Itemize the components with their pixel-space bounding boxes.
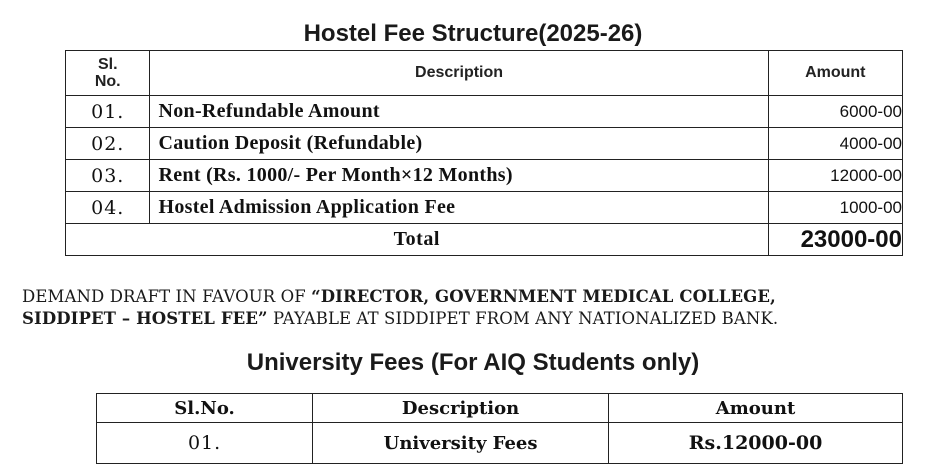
row-sl-no: 04. [66, 192, 150, 224]
demand-draft-instructions [22, 286, 942, 330]
table-row [97, 423, 903, 464]
row-amount: Rs.12000-00 [609, 423, 903, 464]
row-amount: 6000-00 [768, 96, 902, 128]
header-amount: Amount [609, 394, 903, 423]
table-row [66, 192, 903, 224]
table-row [66, 128, 903, 160]
dd-payee-line2: SIDDIPET – HOSTEL FEE” [22, 309, 268, 328]
table-header-row [66, 51, 903, 96]
row-description: Hostel Admission Application Fee [150, 192, 768, 224]
row-description: Rent (Rs. 1000/- Per Month×12 Months) [150, 160, 768, 192]
university-fee-table [96, 393, 903, 464]
row-amount: 4000-00 [768, 128, 902, 160]
table-header-row [97, 394, 903, 423]
dd-payee-line1: “DIRECTOR, GOVERNMENT MEDICAL COLLEGE, [311, 287, 776, 306]
table-row [66, 96, 903, 128]
university-fees-title: University Fees (For AIQ Students only) [246, 349, 700, 376]
header-sl-no: Sl.No. [97, 394, 313, 423]
hostel-fee-title: Hostel Fee Structure(2025-26) [303, 20, 643, 47]
dd-suffix: PAYABLE AT SIDDIPET FROM ANY NATIONALIZED BANK. [267, 309, 779, 328]
row-sl-no: 01. [66, 96, 150, 128]
row-sl-no: 03. [66, 160, 150, 192]
header-description: Description [150, 51, 768, 96]
total-label: Total [66, 224, 769, 256]
hostel-fee-table [65, 50, 903, 256]
row-sl-no: 01. [97, 423, 313, 464]
header-sl-no: Sl. No. [66, 51, 150, 96]
table-row [66, 160, 903, 192]
row-amount: 1000-00 [768, 192, 902, 224]
header-amount: Amount [768, 51, 902, 96]
row-description: Non-Refundable Amount [150, 96, 768, 128]
total-amount: 23000-00 [768, 224, 902, 256]
row-description: University Fees [313, 423, 609, 464]
total-row [66, 224, 903, 256]
row-description: Caution Deposit (Refundable) [150, 128, 768, 160]
row-amount: 12000-00 [768, 160, 902, 192]
dd-prefix: DEMAND DRAFT IN FAVOUR OF [22, 287, 312, 306]
header-description: Description [313, 394, 609, 423]
row-sl-no: 02. [66, 128, 150, 160]
